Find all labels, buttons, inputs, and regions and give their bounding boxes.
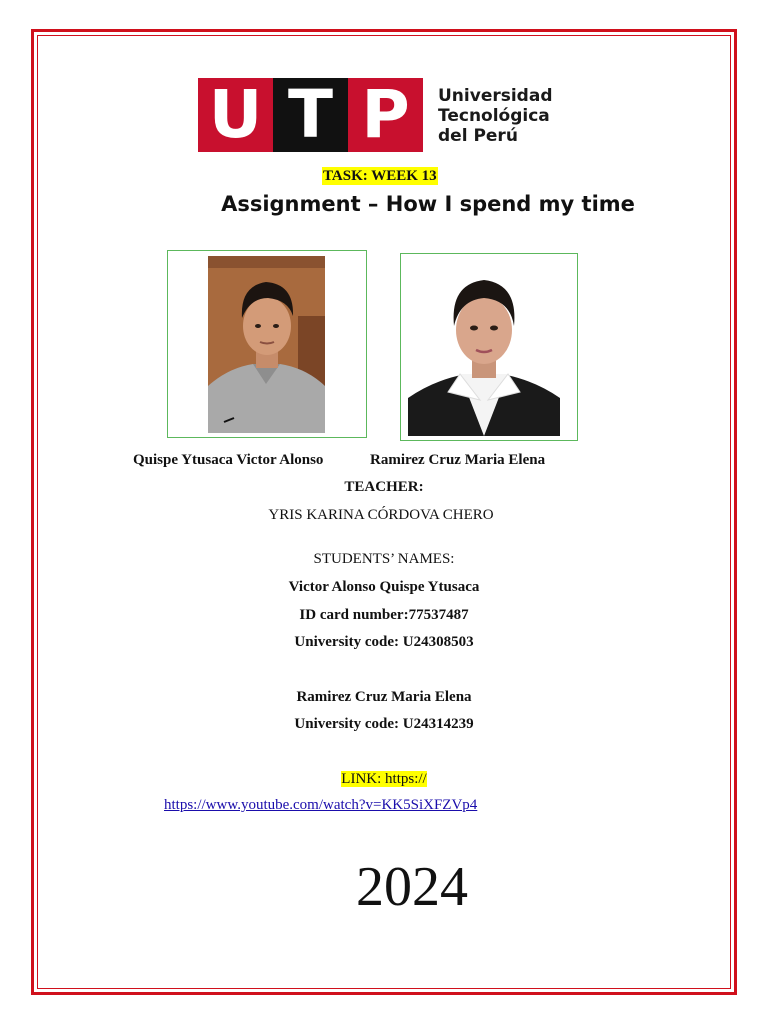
task-label: TASK: WEEK 13 <box>323 168 437 184</box>
logo-letter-p: P <box>348 78 423 152</box>
link-label-row <box>0 770 768 788</box>
student2-name: Ramirez Cruz Maria Elena <box>296 689 472 705</box>
assignment-title: Assignment – How I spend my time <box>221 192 635 216</box>
photo-caption-student1: Quispe Ytusaca Victor Alonso <box>133 452 324 468</box>
logo-university-name: Universidad Tecnológica del Perú <box>438 86 553 146</box>
student1-name: Victor Alonso Quispe Ytusaca <box>288 579 480 595</box>
teacher-heading: TEACHER: <box>344 479 424 495</box>
utp-logo <box>198 76 553 153</box>
student1-photo <box>208 256 325 433</box>
year: 2024 <box>356 856 468 918</box>
youtube-link[interactable]: https://www.youtube.com/watch?v=KK5SiXFZVp4 <box>164 797 478 813</box>
logo-letter-t: T <box>273 78 348 152</box>
logo-letter-u: U <box>198 78 273 152</box>
student2-photo <box>408 260 560 436</box>
student1-university-code: University code: U24308503 <box>294 634 474 650</box>
students-heading: STUDENTS’ NAMES: <box>313 551 455 567</box>
student1-id-card: ID card number:77537487 <box>299 607 469 623</box>
link-label: LINK: https:// <box>341 771 427 787</box>
teacher-name: YRIS KARINA CÓRDOVA CHERO <box>268 507 494 523</box>
student2-university-code: University code: U24314239 <box>294 716 474 732</box>
photo-caption-student2: Ramirez Cruz Maria Elena <box>370 452 546 468</box>
